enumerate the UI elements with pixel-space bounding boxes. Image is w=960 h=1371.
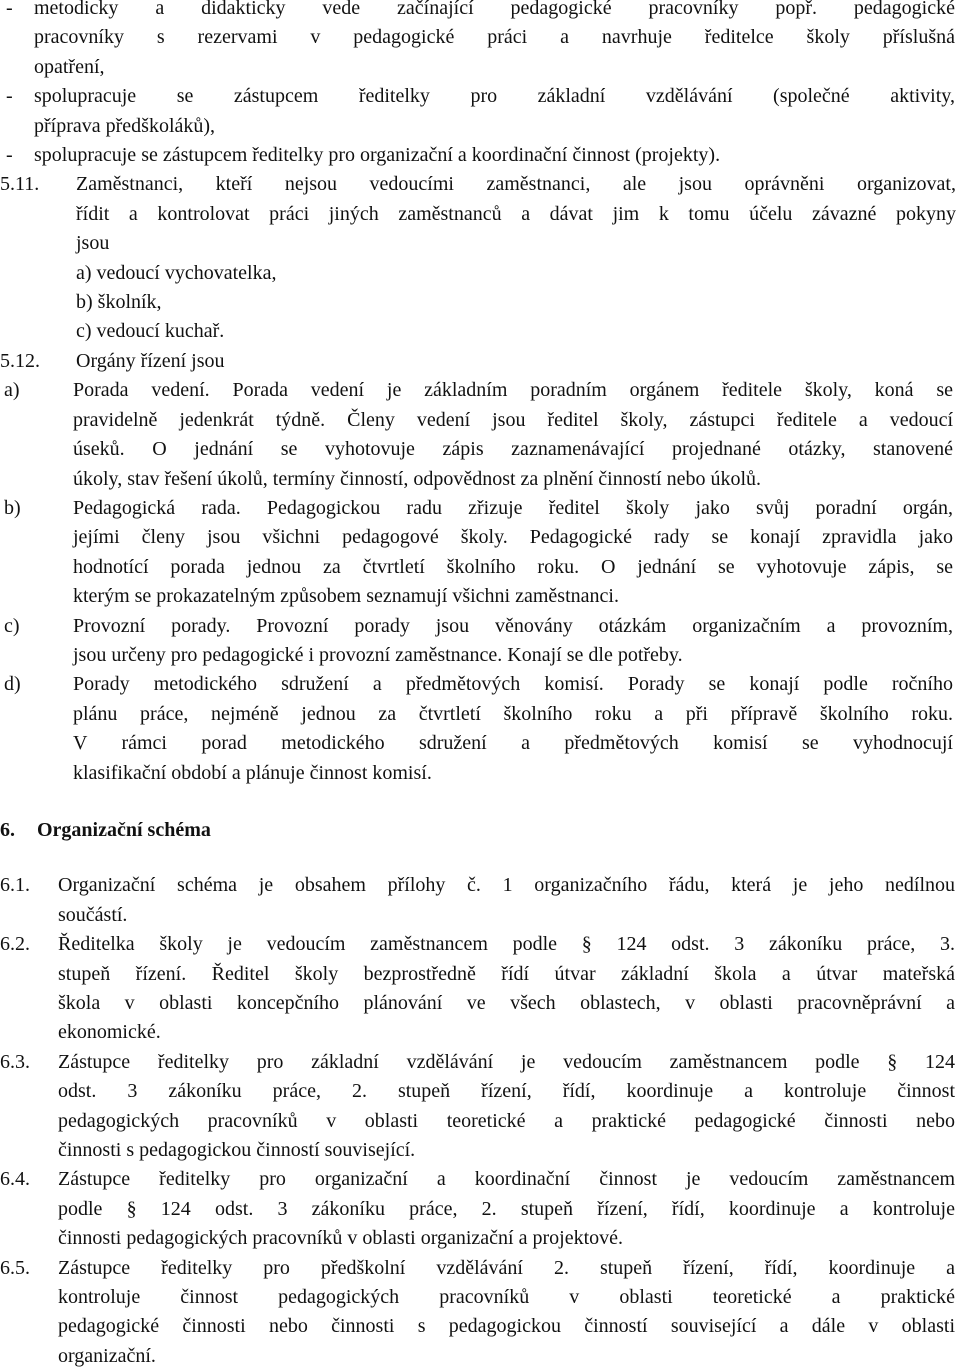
numbered-item <box>0 1048 960 1166</box>
item-number: 6.4. <box>0 1168 30 1191</box>
text-line: Ředitelka školy je vedoucím zaměstnancem podle § 124 odst. 3 zákoníku práce, 3. <box>58 933 955 956</box>
text-line: řídit a kontrolovat práci jiných zaměstnanců a dávat jim k tomu účelu závazné pokyny <box>76 202 956 225</box>
text-line: spolupracuje se zástupcem ředitelky pro organizační a koordinační činnost (projekty). <box>34 144 721 167</box>
list-item <box>0 376 960 494</box>
list-marker: c) <box>4 614 20 637</box>
list-item <box>0 670 960 788</box>
list-bullet: - <box>6 0 13 19</box>
text-line: metodicky a didakticky vede začínající pedagogické pracovníky popř. pedagogické <box>34 0 955 19</box>
list-item <box>0 612 960 671</box>
text-line: úseků. O jednání se vyhotovuje zápis zaznamenávající projednané otázky, stanovené <box>73 438 953 461</box>
sub-list-item: c) vedoucí kuchař. <box>76 320 225 343</box>
text-line: spolupracuje se zástupcem ředitelky pro základní vzdělávání (společné aktivity, <box>34 85 955 108</box>
text-line: Zástupce ředitelky pro základní vzdělávání je vedoucím zaměstnancem podle § 124 <box>58 1050 955 1073</box>
text-line: činnosti pedagogických pracovníků v oblasti organizační a projektové. <box>58 1227 624 1250</box>
text-line: opatření, <box>34 55 105 78</box>
text-line: hodnotící porada jednou za čtvrtletí školního roku. O jednání se vyhotovuje zápis, se <box>73 555 953 578</box>
text-line: škola v oblasti koncepčního plánování ve všech oblastech, v oblasti pracovněprávní a <box>58 992 955 1014</box>
item-number: 6.1. <box>0 874 30 897</box>
text-line: ekonomické. <box>58 1021 161 1044</box>
text-line: Organizační schéma je obsahem přílohy č. 1 organizačního řádu, která je jeho nedílnou <box>58 874 955 897</box>
numbered-item <box>0 1165 960 1253</box>
numbered-item <box>0 1254 960 1371</box>
text-line: součástí. <box>58 903 128 926</box>
section-title: Orgány řízení jsou <box>76 349 225 372</box>
text-line: odst. 3 zákoníku práce, 2. stupeň řízení, řídí, koordinuje a kontroluje činnost <box>58 1080 955 1103</box>
section-heading <box>0 816 960 845</box>
heading-number: 6. <box>0 818 15 841</box>
text-line: plánu práce, nejméně jednou za čtvrtletí školního roku a při přípravě školního roku. <box>73 702 953 725</box>
text-line: Zástupce ředitelky pro organizační a koordinační činnost je vedoucím zaměstnancem <box>58 1168 955 1191</box>
text-line: úkoly, stav řešení úkolů, termíny činností, odpovědnost za plnění činností nebo úkolů. <box>73 467 762 490</box>
text-line: Porady metodického sdružení a předmětových komisí. Porady se konají podle ročního <box>73 673 953 696</box>
text-line: V rámci porad metodického sdružení a předmětových komisí se vyhodnocují <box>73 732 953 755</box>
text-line: pravidelně jedenkrát týdně. Členy vedení jsou ředitel školy, zástupci ředitele a vedoucí <box>73 408 953 431</box>
list-bullet: - <box>6 144 13 167</box>
list-marker: b) <box>4 496 21 519</box>
text-line: pracovníky s rezervami v pedagogické práci a navrhuje ředitelce školy příslušná <box>34 26 955 49</box>
text-line: Zaměstnanci, kteří nejsou vedoucími zaměstnanci, ale jsou oprávněni organizovat, <box>76 173 956 196</box>
text-line: pedagogické činnosti nebo činnosti s pedagogickou činností související a dále v oblasti <box>58 1315 955 1338</box>
text-line: stupeň řízení. Ředitel školy bezprostředně řídí útvar základní škola a útvar mateřská <box>58 962 955 985</box>
list-item <box>0 141 960 170</box>
text-line: kontroluje činnost pedagogických pracovníků v oblasti teoretické a praktické <box>58 1286 955 1309</box>
list-marker: d) <box>4 673 21 696</box>
list-marker: a) <box>4 379 20 402</box>
text-line: Pedagogická rada. Pedagogickou radu zřizuje ředitel školy jako svůj poradní orgán, <box>73 496 953 519</box>
text-line: jsou <box>76 232 110 255</box>
numbered-item <box>0 930 960 1048</box>
section-number: 5.12. <box>0 349 40 372</box>
sub-list-item: b) školník, <box>76 291 162 314</box>
item-number: 6.3. <box>0 1050 30 1073</box>
section-number: 5.11. <box>0 173 40 196</box>
text-line: činnosti s pedagogickou činností související. <box>58 1139 416 1162</box>
text-line: jejími členy jsou všichni pedagogové školy. Pedagogické rady se konají zpravidla jako <box>73 526 953 549</box>
sub-list-item: a) vedoucí vychovatelka, <box>76 261 277 284</box>
text-line: organizační. <box>58 1344 156 1367</box>
list-item <box>0 494 960 612</box>
list-item <box>0 0 960 82</box>
item-number: 6.5. <box>0 1256 30 1279</box>
numbered-item <box>0 871 960 930</box>
text-line: jsou určeny pro pedagogické i provozní zaměstnance. Konají se dle potřeby. <box>73 643 683 666</box>
text-line: pedagogických pracovníků v oblasti teoretické a praktické pedagogické činnosti nebo <box>58 1109 955 1132</box>
section-5-11 <box>0 170 960 346</box>
text-line: kterým se prokazatelným způsobem seznamují všichni zaměstnanci. <box>73 585 619 608</box>
text-line: klasifikační období a plánuje činnost komisí. <box>73 761 432 784</box>
text-line: příprava předškoláků), <box>34 114 216 137</box>
text-line: podle § 124 odst. 3 zákoníku práce, 2. stupeň řízení, řídí, koordinuje a kontroluje <box>58 1197 955 1220</box>
text-line: Porada vedení. Porada vedení je základním poradním orgánem ředitele školy, koná se <box>73 379 953 402</box>
section-5-12 <box>0 347 960 376</box>
list-bullet: - <box>6 85 13 108</box>
text-line: Provozní porady. Provozní porady jsou věnovány otázkám organizačním a provozním, <box>73 614 953 637</box>
heading-title: Organizační schéma <box>37 818 211 841</box>
list-item <box>0 82 960 141</box>
text-line: Zástupce ředitelky pro předškolní vzdělávání 2. stupeň řízení, řídí, koordinuje a <box>58 1256 955 1279</box>
item-number: 6.2. <box>0 933 30 956</box>
